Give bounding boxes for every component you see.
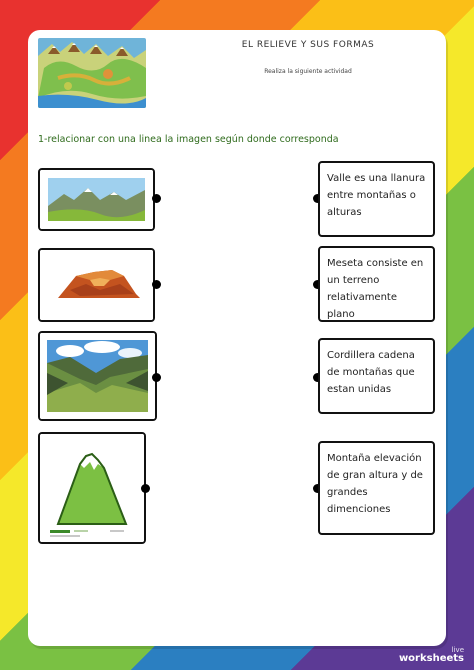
- worksheet-page: [28, 30, 446, 646]
- definition-card-mountain: [318, 441, 435, 535]
- mountain-range-image-card: [38, 331, 157, 421]
- connector-dot-image-3[interactable]: [152, 373, 161, 382]
- definition-card-mountain-range: [318, 338, 435, 414]
- worksheet-subtitle: Realiza la siguiente actividad: [264, 68, 352, 75]
- connector-dot-image-4[interactable]: [141, 484, 150, 493]
- definition-text: Cordillera cadena de montañas que estan unidas: [327, 350, 415, 395]
- definition-text: Montaña elevación de gran altura y de grandes dimenciones: [327, 453, 423, 515]
- definition-text: Valle es una llanura entre montañas o alturas: [327, 173, 426, 218]
- valley-image-card: [38, 168, 155, 231]
- plateau-image-card: [38, 248, 155, 322]
- definition-card-plateau: [318, 246, 435, 322]
- logo-worksheets-text: worksheets: [398, 653, 464, 664]
- liveworksheets-logo: [399, 647, 464, 664]
- connector-dot-image-2[interactable]: [152, 280, 161, 289]
- connector-dot-image-1[interactable]: [152, 194, 161, 203]
- logo-live-text: live: [451, 646, 464, 654]
- mountain-image-card: [38, 432, 146, 544]
- worksheet-title: EL RELIEVE Y SUS FORMAS: [241, 40, 375, 50]
- relief-map-illustration: [38, 38, 146, 108]
- definition-text: Meseta consiste en un terreno relativamente plano: [327, 258, 424, 320]
- instruction-text: 1-relacionar con una linea la imagen según donde corresponda: [38, 134, 339, 145]
- definition-card-valley: [318, 161, 435, 237]
